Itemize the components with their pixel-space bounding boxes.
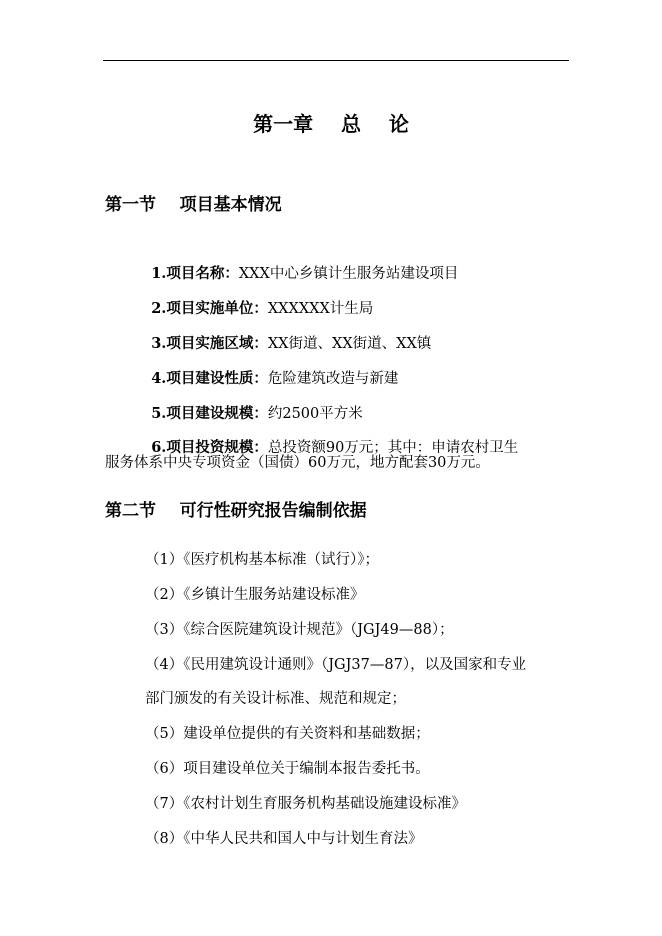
reference-item: （7）《农村计划生育服务机构基础设施建设标准》 [145,796,466,812]
item-continuation: 服务体系中央专项资金（国债）60万元，地方配套30万元。 [105,455,490,471]
reference-item: （3）《综合医院建筑设计规范》（JGJ49—88）； [145,622,454,638]
section2-title: 第二节 可行性研究报告编制依据 [105,501,367,521]
section1-title: 第一节 项目基本情况 [105,195,282,215]
reference-item: （6）项目建设单位关于编制本报告委托书。 [145,761,430,777]
reference-continuation: 部门颁发的有关设计标准、规范和规定； [145,691,406,707]
reference-item: （5）建设单位提供的有关资料和基础数据； [145,726,430,742]
item-label: 2.项目实施单位： [151,300,268,317]
project-info-item [142,279,373,319]
project-info-item [142,418,518,458]
item-label: 3.项目实施区域： [151,335,268,352]
item-value: XXXXXX计生局 [267,301,374,317]
item-label: 6.项目投资规模： [151,439,268,456]
header-rule [103,60,569,61]
item-label: 4.项目建设性质： [151,370,268,387]
reference-item: （2）《乡镇计生服务站建设标准》 [145,587,365,603]
item-label: 5.项目建设规模： [151,405,268,422]
item-value: 总投资额90万元；其中：申请农村卫生 [267,440,519,456]
chapter-title: 第一章 总 论 [253,112,409,136]
project-info-item [142,314,431,354]
project-info-item [142,244,458,284]
project-info-item [142,349,398,389]
item-label: 1.项目名称： [151,265,239,282]
item-value: 危险建筑改造与新建 [267,371,399,387]
item-value: XX街道、XX街道、XX镇 [267,336,432,352]
item-value: 约2500平方米 [267,406,363,422]
reference-item: （4）《民用建筑设计通则》（JGJ37—87），以及国家和专业 [145,657,527,673]
reference-item: （1）《医疗机构基本标准（试行）》； [145,552,379,568]
reference-item: （8）《中华人民共和国人中与计划生育法》 [145,831,423,847]
item-value: XXX中心乡镇计生服务站建设项目 [238,266,459,282]
